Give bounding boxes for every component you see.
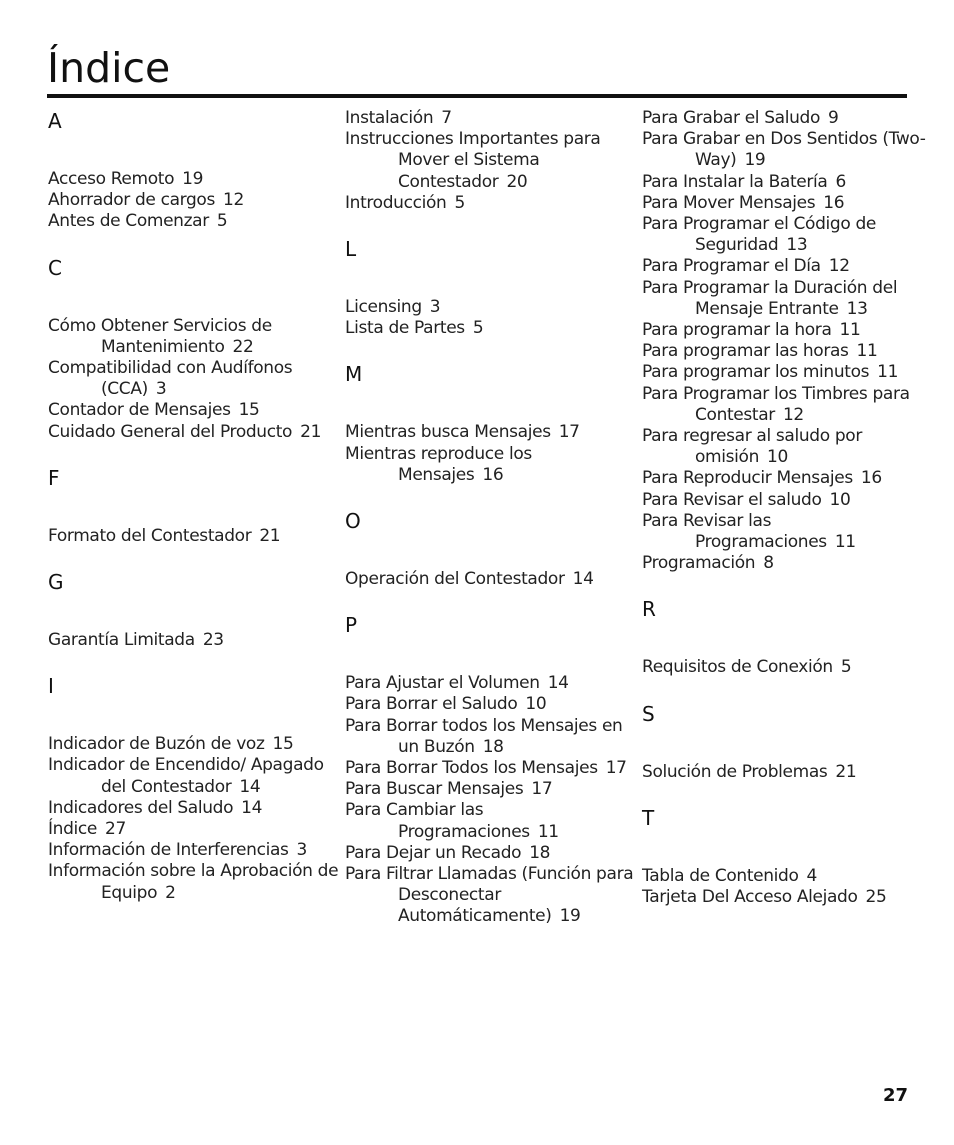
section-letter: R <box>642 597 656 622</box>
entry-page-number: 6 <box>835 171 846 192</box>
entry-page-number: 5 <box>840 657 852 678</box>
entry-text: Para Programar los Timbres para Contestar <box>642 383 910 425</box>
index-section <box>345 361 637 486</box>
index-entry-list <box>48 316 340 443</box>
entry-text: Introducción <box>345 192 447 213</box>
entry-page-number: 10 <box>767 447 788 468</box>
entry-text: Tarjeta Del Acceso Alejado <box>642 887 858 908</box>
entry-text: Para Buscar Mensajes <box>345 779 524 800</box>
index-entry-list <box>48 630 340 651</box>
entry-text: Acceso Remoto <box>48 169 175 189</box>
index-entry <box>48 861 340 903</box>
index-entry <box>642 362 934 383</box>
entry-text: Para Filtrar Llamadas (Función para Desconectar Automáticamente) <box>345 864 634 927</box>
entry-text: Para Borrar todos los Mensajes en un Buzón <box>345 715 623 757</box>
entry-page-number: 10 <box>829 489 851 510</box>
section-letter: I <box>48 674 54 699</box>
index-entry-list <box>642 657 934 678</box>
index-entry <box>345 779 637 800</box>
index-entry <box>345 864 637 928</box>
index-entry <box>48 400 340 421</box>
entry-text: Contador de Mensajes <box>48 400 231 421</box>
index-entry <box>48 316 340 358</box>
section-letter: A <box>48 109 62 133</box>
index-entry <box>642 490 934 511</box>
index-entry <box>48 190 340 211</box>
section-letter: G <box>48 570 64 595</box>
entry-page-number: 8 <box>763 553 774 574</box>
index-section <box>48 465 340 547</box>
index-entry <box>642 553 934 574</box>
entry-page-number: 14 <box>547 673 569 694</box>
index-column-1 <box>48 108 340 904</box>
entry-page-number: 3 <box>296 840 308 861</box>
entry-text: Para programar las horas <box>642 341 849 362</box>
entry-text: Indicador de Buzón de voz <box>48 734 265 755</box>
entry-text: Para Programar el Código de Seguridad <box>642 214 877 256</box>
index-entry <box>642 468 934 489</box>
entry-page-number: 12 <box>782 404 804 425</box>
entry-page-number: 17 <box>531 779 553 800</box>
entry-page-number: 16 <box>823 192 845 213</box>
index-entry-list <box>345 673 637 927</box>
page-number: 27 <box>882 1085 908 1106</box>
index-entry <box>642 320 934 341</box>
index-entry-list <box>345 569 637 590</box>
entry-page-number: 14 <box>241 797 263 818</box>
entry-text: Antes de Comenzar <box>48 211 209 232</box>
index-entry <box>48 734 340 755</box>
index-entry <box>642 278 934 320</box>
index-section <box>345 612 637 927</box>
entry-text: Para Instalar la Batería <box>642 171 828 192</box>
index-entry-list <box>345 297 637 339</box>
section-letter: F <box>48 465 60 490</box>
entry-text: Solución de Problemas <box>642 761 828 782</box>
entry-page-number: 18 <box>529 842 551 863</box>
section-letter: O <box>345 509 361 534</box>
entry-page-number: 4 <box>806 865 818 886</box>
entry-page-number: 21 <box>835 761 857 782</box>
entry-page-number: 2 <box>165 882 176 903</box>
entry-page-number: 23 <box>202 630 224 651</box>
index-entry <box>48 526 340 547</box>
index-entry <box>345 297 637 318</box>
index-section <box>345 236 637 339</box>
entry-page-number: 5 <box>472 318 484 339</box>
index-entry <box>642 511 934 553</box>
section-letter: L <box>345 237 357 262</box>
index-entry-list <box>642 866 934 908</box>
entry-text: Licensing <box>345 297 422 318</box>
index-entry <box>642 866 934 887</box>
index-section <box>642 805 934 908</box>
index-entry <box>345 843 637 864</box>
page-title: Índice <box>47 44 171 92</box>
entry-page-number: 9 <box>828 108 839 128</box>
entry-text: Para Revisar las Programaciones <box>642 510 827 553</box>
entry-text: Cuidado General del Producto <box>48 421 293 442</box>
entry-text: Requisitos de Conexión <box>642 657 833 678</box>
entry-text: Para Grabar en Dos Sentidos (Two-Way) <box>642 129 926 171</box>
index-entry <box>642 214 934 256</box>
index-entry <box>48 422 340 443</box>
entry-text: Para Ajustar el Volumen <box>345 673 540 694</box>
entry-page-number: 3 <box>155 379 167 400</box>
entry-text: Información sobre la Aprobación de Equipo <box>48 861 339 903</box>
index-entry <box>642 341 934 362</box>
entry-page-number: 22 <box>232 336 254 357</box>
index-column-2 <box>345 108 637 928</box>
entry-page-number: 16 <box>860 468 882 489</box>
index-entry-list <box>48 526 340 547</box>
title-rule <box>47 94 907 98</box>
entry-page-number: 12 <box>223 190 244 211</box>
index-entry <box>345 694 637 715</box>
entry-page-number: 5 <box>454 192 465 213</box>
index-column-3 <box>642 108 934 908</box>
entry-text: Cómo Obtener Servicios de Mantenimiento <box>48 315 272 357</box>
entry-page-number: 16 <box>482 464 504 485</box>
index-section <box>48 255 340 443</box>
entry-page-number: 14 <box>572 569 594 590</box>
index-entry <box>48 755 340 797</box>
entry-page-number: 3 <box>429 297 441 318</box>
entry-page-number: 11 <box>839 320 861 341</box>
index-entry-list <box>642 762 934 783</box>
index-section <box>48 673 340 904</box>
entry-text: Instrucciones Importantes para Mover el Sistema Contestador <box>345 129 601 192</box>
index-entry-list <box>345 108 637 214</box>
index-entry-list <box>48 734 340 904</box>
entry-text: Formato del Contestador <box>48 525 252 546</box>
entry-text: Compatibilidad con Audífonos (CCA) <box>48 358 293 400</box>
index-entry <box>345 193 637 214</box>
index-section <box>48 569 340 651</box>
index-entry <box>642 887 934 908</box>
index-section <box>345 108 637 214</box>
index-entry <box>48 798 340 819</box>
entry-page-number: 17 <box>558 422 580 443</box>
entry-page-number: 19 <box>744 150 766 171</box>
entry-text: Para Borrar Todos los Mensajes <box>345 758 598 779</box>
index-entry <box>642 129 934 171</box>
index-entry <box>642 108 934 129</box>
index-entry <box>642 256 934 277</box>
entry-text: Para Cambiar las Programaciones <box>345 800 530 842</box>
index-entry <box>642 657 934 678</box>
section-letter: C <box>48 255 62 280</box>
entry-text: Tabla de Contenido <box>642 865 799 886</box>
index-entry <box>48 819 340 840</box>
index-entry-list <box>48 169 340 233</box>
index-entry-list <box>345 422 637 486</box>
index-section <box>345 508 637 590</box>
index-entry <box>345 318 637 339</box>
entry-page-number: 19 <box>559 906 581 927</box>
index-entry <box>345 108 637 129</box>
section-letter: T <box>642 805 655 830</box>
entry-text: Para Reproducir Mensajes <box>642 468 853 489</box>
index-entry <box>642 172 934 193</box>
entry-text: Instalación <box>345 108 434 128</box>
index-entry <box>345 716 637 758</box>
entry-page-number: 11 <box>537 821 559 842</box>
entry-text: Índice <box>48 819 98 840</box>
index-entry <box>642 384 934 426</box>
index-entry <box>48 211 340 232</box>
entry-text: Para Mover Mensajes <box>642 192 816 213</box>
entry-page-number: 27 <box>105 819 126 840</box>
entry-text: Para regresar al saludo por omisión <box>642 426 862 468</box>
index-section <box>642 596 934 678</box>
entry-text: Indicador de Encendido/ Apagado del Contestador <box>48 755 324 797</box>
entry-page-number: 21 <box>300 421 322 442</box>
index-entry <box>345 758 637 779</box>
entry-page-number: 20 <box>506 171 528 192</box>
entry-page-number: 7 <box>441 108 452 128</box>
index-section <box>642 108 934 574</box>
entry-page-number: 12 <box>828 256 850 277</box>
index-entry <box>48 840 340 861</box>
index-entry <box>345 422 637 443</box>
index-entry <box>642 193 934 214</box>
entry-page-number: 11 <box>834 532 856 553</box>
entry-page-number: 15 <box>238 400 260 421</box>
index-section <box>48 108 340 233</box>
entry-text: Mientras reproduce los Mensajes <box>345 443 532 485</box>
entry-text: Para Programar el Día <box>642 256 821 277</box>
entry-page-number: 11 <box>877 362 899 383</box>
index-entry <box>345 444 637 486</box>
entry-text: Lista de Partes <box>345 318 465 339</box>
entry-text: Para programar la hora <box>642 320 832 341</box>
entry-text: Para programar los minutos <box>642 362 870 383</box>
entry-page-number: 15 <box>272 734 294 755</box>
entry-text: Para Revisar el saludo <box>642 489 822 510</box>
index-entry-list <box>642 108 934 574</box>
entry-text: Para Dejar un Recado <box>345 842 522 863</box>
entry-page-number: 13 <box>846 298 868 319</box>
entry-text: Para Borrar el Saludo <box>345 694 518 715</box>
entry-page-number: 17 <box>605 758 627 779</box>
section-letter: M <box>345 362 363 387</box>
entry-text: Programación <box>642 553 756 574</box>
entry-page-number: 14 <box>239 776 261 797</box>
index-section <box>642 701 934 783</box>
entry-text: Información de Interferencias <box>48 840 289 861</box>
entry-page-number: 5 <box>216 211 228 232</box>
entry-text: Operación del Contestador <box>345 569 565 590</box>
entry-text: Garantía Limitada <box>48 630 195 651</box>
section-letter: S <box>642 701 655 726</box>
entry-text: Ahorrador de cargos <box>48 190 215 211</box>
index-entry <box>345 800 637 842</box>
index-entry <box>48 169 340 190</box>
index-entry <box>48 358 340 400</box>
index-entry <box>345 673 637 694</box>
entry-text: Mientras busca Mensajes <box>345 422 551 443</box>
section-letter: P <box>345 613 358 638</box>
entry-page-number: 19 <box>182 169 204 189</box>
index-entry <box>642 762 934 783</box>
index-entry <box>345 129 637 193</box>
entry-page-number: 21 <box>259 525 281 546</box>
entry-page-number: 13 <box>786 235 808 256</box>
entry-text: Para Programar la Duración del Mensaje Entrante <box>642 277 898 319</box>
index-entry <box>642 426 934 468</box>
entry-page-number: 10 <box>525 694 547 715</box>
entry-page-number: 11 <box>856 341 878 362</box>
entry-page-number: 18 <box>482 736 504 757</box>
entry-text: Para Grabar el Saludo <box>642 108 821 128</box>
entry-text: Indicadores del Saludo <box>48 797 234 818</box>
entry-page-number: 25 <box>865 887 887 908</box>
index-entry <box>345 569 637 590</box>
index-entry <box>48 630 340 651</box>
